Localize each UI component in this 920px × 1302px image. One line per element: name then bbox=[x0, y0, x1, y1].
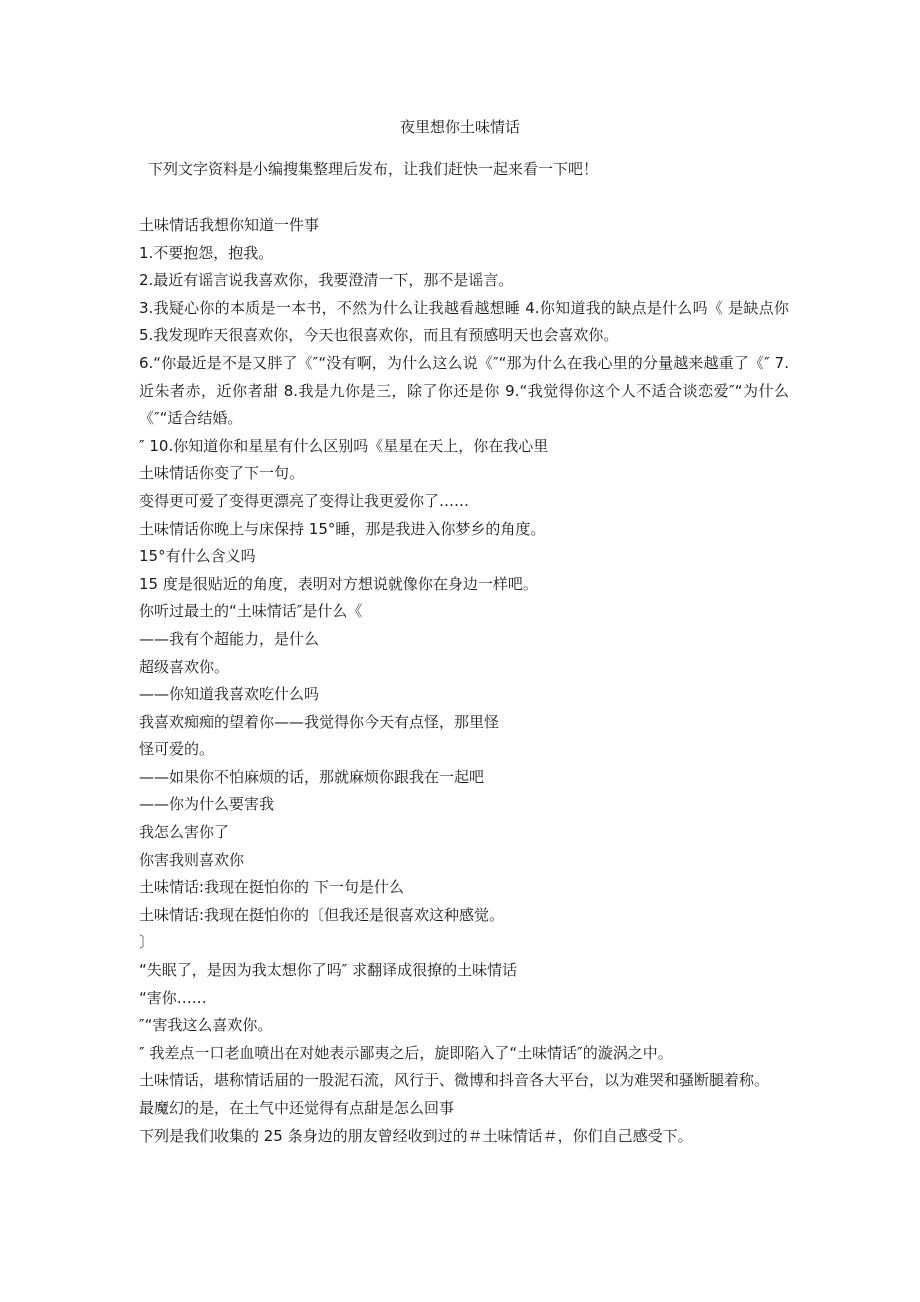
paragraph-line: ″ 10.你知道你和星星有什么区别吗《星星在天上，你在我心里 bbox=[139, 436, 549, 455]
intro-paragraph: 下列文字资料是小编搜集整理后发布，让我们赶快一起来看一下吧！ bbox=[148, 160, 599, 178]
paragraph-line: 土味情话我想你知道一件事 bbox=[139, 216, 320, 234]
paragraph-line: 土味情话，堪称情话届的一股泥石流，风行于、微博和抖音各大平台，以为难哭和骚断腿着称。 bbox=[139, 1071, 770, 1090]
paragraph-line: ——我有个超能力，是什么 bbox=[139, 629, 320, 648]
page-title: 夜里想你土味情话 bbox=[399, 118, 520, 136]
paragraph-line: 土味情话:我现在挺怕你的 下一句是什么 bbox=[139, 878, 404, 897]
paragraph-line: ——如果你不怕麻烦的话，那就麻烦你跟我在一起吧 bbox=[139, 767, 485, 786]
paragraph-line: “害你…… bbox=[139, 988, 207, 1007]
paragraph-line: 你害我则喜欢你 bbox=[139, 850, 245, 869]
paragraph-line: 土味情话你变了下一句。 bbox=[139, 464, 305, 483]
paragraph-line: ″“害我这么喜欢你。 bbox=[139, 1016, 273, 1035]
paragraph-line: 3.我疑心你的本质是一本书，不然为什么让我越看越想睡 4.你知道我的缺点是什么吗《 是缺点你 5.我发现昨天很喜欢你，今天也很喜欢你，而且有预感明天也会喜欢你。 bbox=[139, 298, 789, 345]
paragraph-line: 怪可爱的。 bbox=[139, 740, 215, 759]
paragraph-line: 土味情话你晚上与床保持 15°睡，那是我进入你梦乡的角度。 bbox=[139, 519, 546, 538]
paragraph-line: 超级喜欢你。 bbox=[139, 657, 230, 676]
paragraph-line: 变得更可爱了变得更漂亮了变得让我更爱你了…… bbox=[139, 491, 470, 510]
paragraph-line: “失眠了，是因为我太想你了吗″ 求翻译成很撩的土味情话 bbox=[139, 961, 518, 980]
paragraph-line: 15°有什么含义吗 bbox=[139, 547, 256, 566]
paragraph-line: 〕 bbox=[139, 933, 155, 952]
paragraph-line: 15 度是很贴近的角度，表明对方想说就像你在身边一样吧。 bbox=[139, 574, 538, 593]
paragraph-line: 最魔幻的是，在土气中还觉得有点甜是怎么回事 bbox=[139, 1099, 455, 1117]
paragraph-line: 下列是我们收集的 25 条身边的朋友曾经收到过的＃土味情话＃，你们自己感受下。 bbox=[139, 1126, 693, 1145]
paragraph-line: 1.不要抱怨，抱我。 bbox=[139, 243, 274, 262]
paragraph-line: ″ 我差点一口老血喷出在对她表示鄙夷之后，旋即陷入了“土味情话″的漩涡之中。 bbox=[139, 1043, 673, 1062]
paragraph-line: 6.“你最近是不是又胖了《″“没有啊，为什么这么说《″“那为什么在我心里的分量越来越重了《″ 7.近朱者赤，近你者甜 8.我是九你是三，除了你还是你 9.“我觉得你这个人不适合谈恋爱″“为什么《″“适合结婚。 bbox=[139, 353, 789, 428]
paragraph-line: ——你为什么要害我 bbox=[139, 795, 275, 814]
paragraph-line: 我怎么害你了 bbox=[139, 823, 230, 842]
paragraph-line: 你听过最土的“土味情话″是什么《 bbox=[139, 602, 363, 621]
paragraph-line: 我喜欢痴痴的望着你——我觉得你今天有点怪，那里怪 bbox=[139, 712, 500, 731]
paragraph-line: 2.最近有谣言说我喜欢你，我要澄清一下，那不是谣言。 bbox=[139, 271, 514, 290]
paragraph-line: ——你知道我喜欢吃什么吗 bbox=[139, 685, 320, 704]
paragraph-line: 土味情话:我现在挺怕你的〔但我还是很喜欢这种感觉。 bbox=[139, 905, 505, 924]
document-body bbox=[139, 212, 789, 1150]
